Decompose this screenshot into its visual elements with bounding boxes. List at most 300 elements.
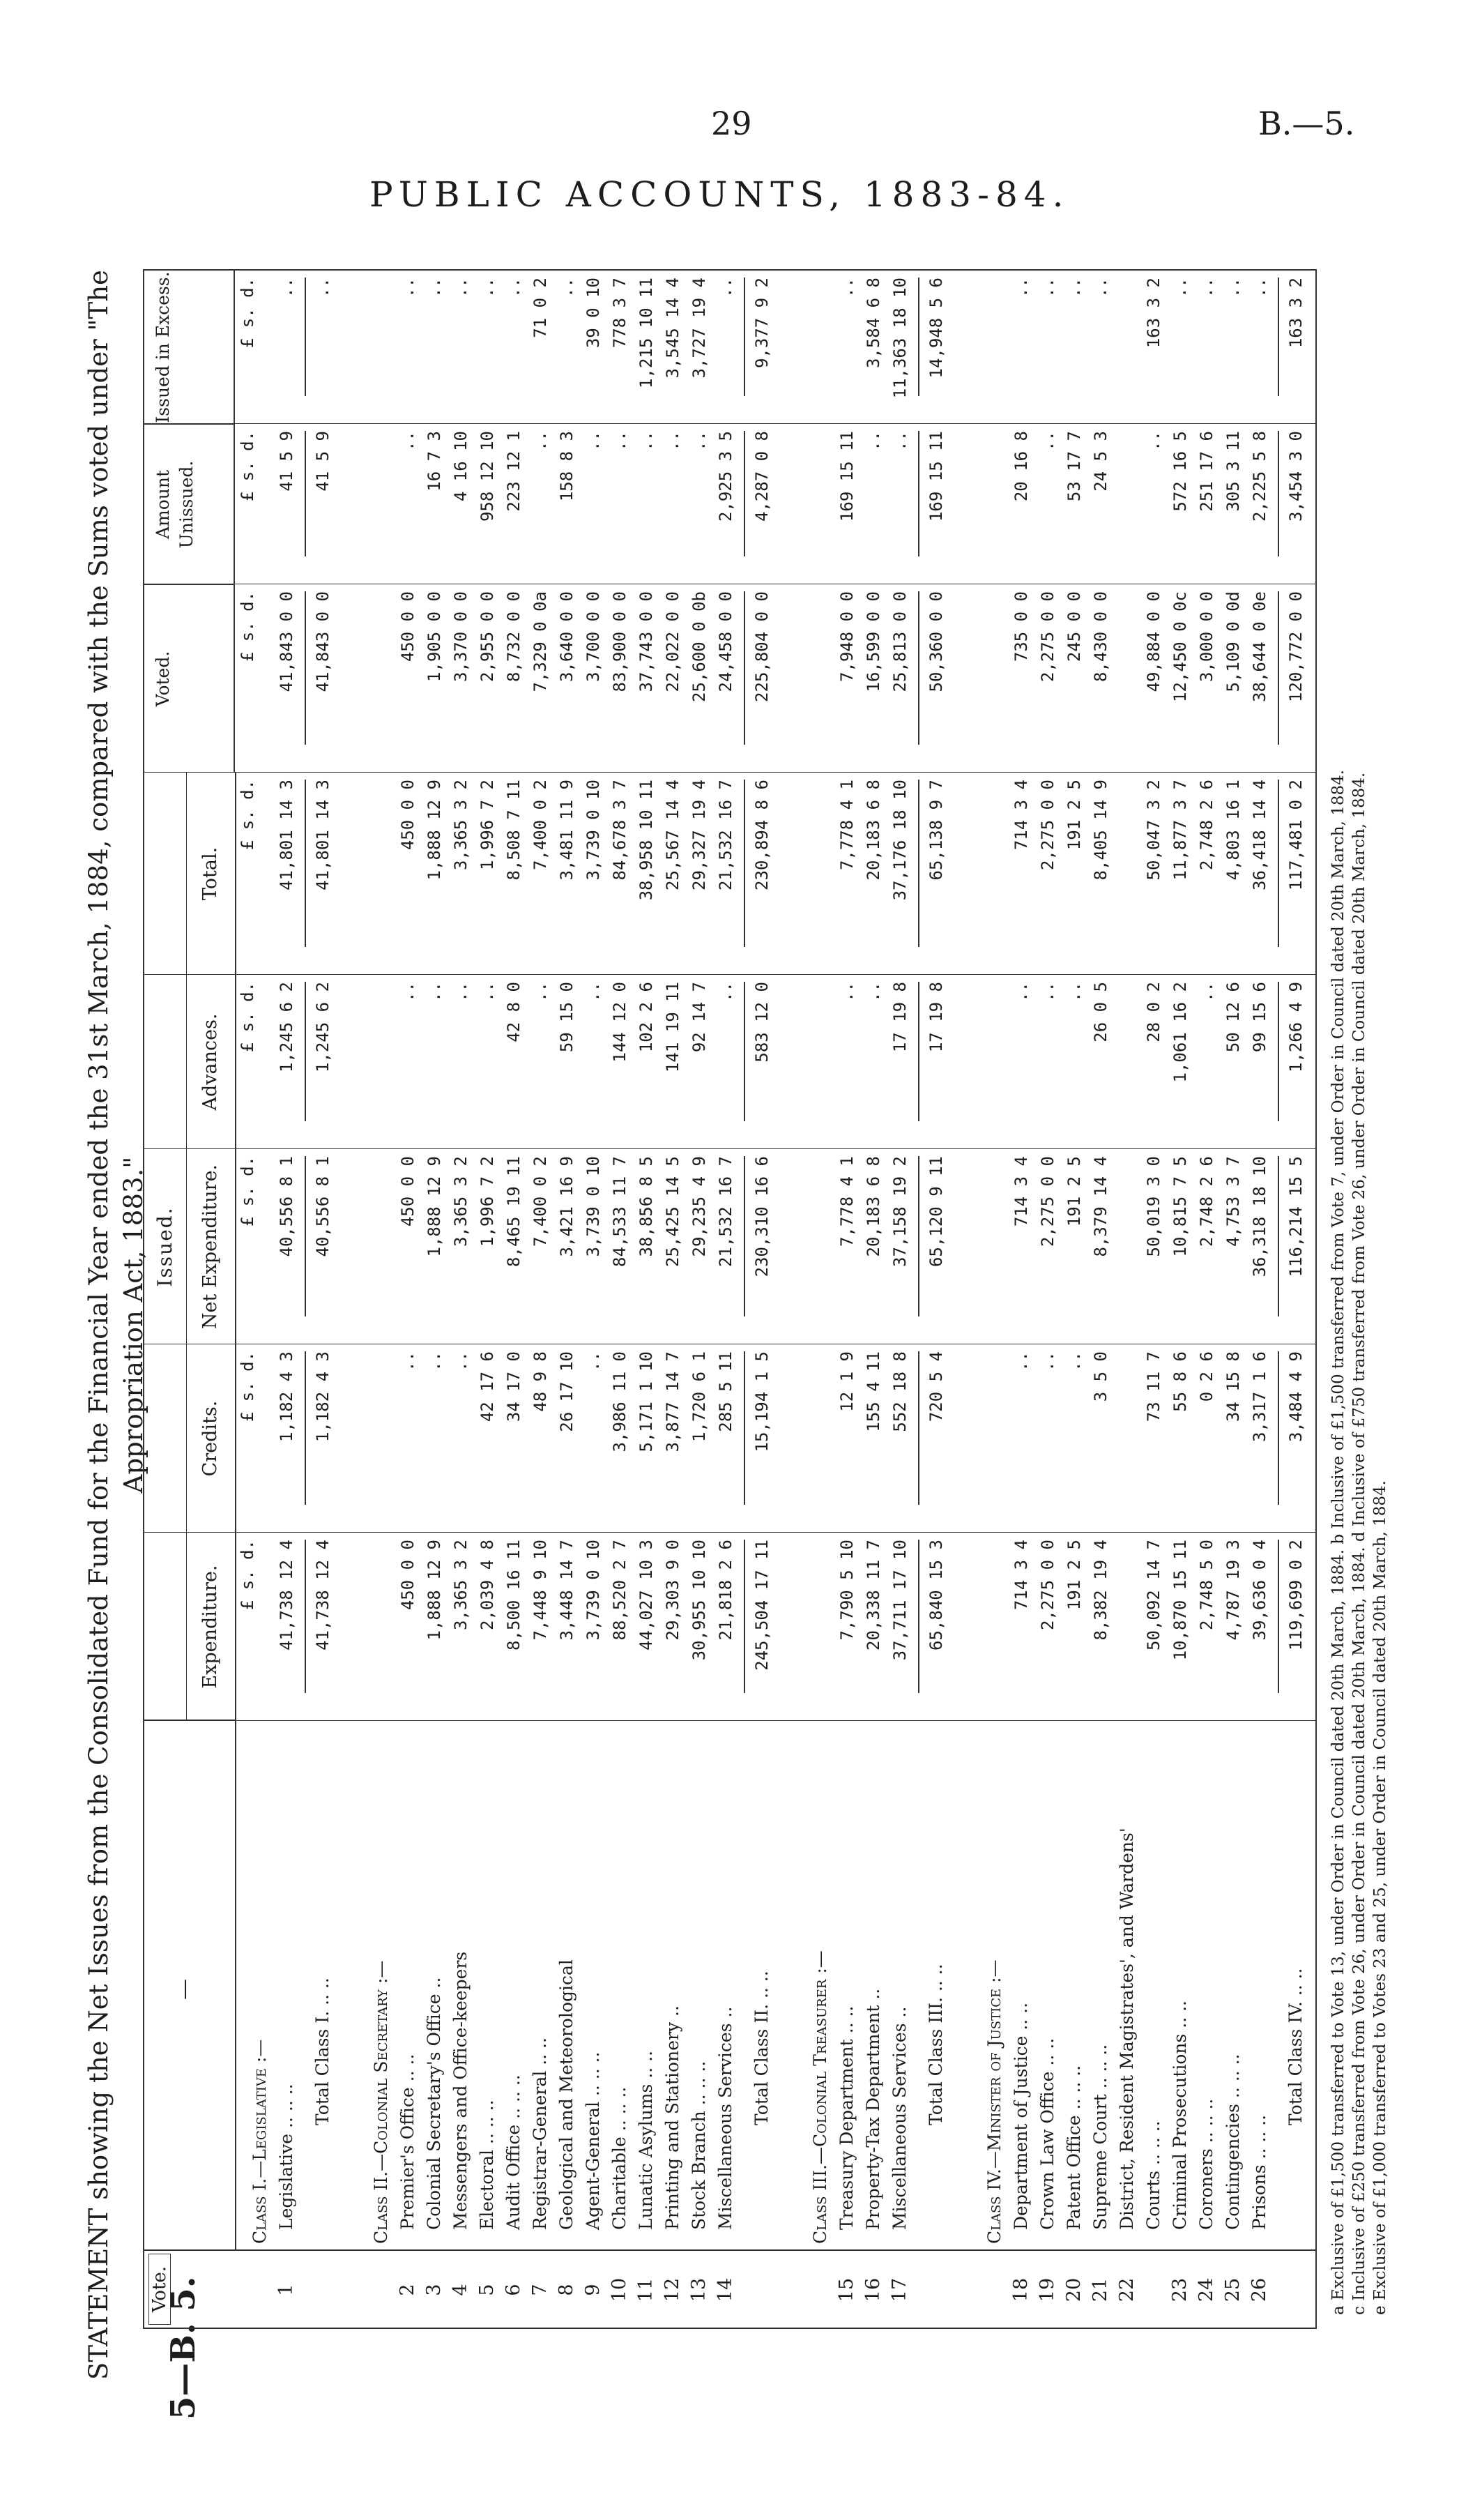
vote-number: 10 (609, 2277, 630, 2302)
amount-cell: 41,843 0 0 (277, 591, 296, 692)
vote-number: 22 (1116, 2277, 1138, 2302)
amount-cell: 572 16 5 (1170, 431, 1190, 512)
total-rule (744, 1540, 745, 1693)
amount-cell: 2,275 0 0 (1038, 591, 1057, 683)
amount-cell: 3,454 3 0 (1286, 431, 1306, 522)
total-rule (918, 1156, 919, 1316)
amount-cell: .. (610, 431, 629, 451)
credits-header: Credits. (186, 1344, 236, 1533)
amount-cell: 2,955 0 0 (478, 591, 497, 683)
amount-cell: 141 19 11 (663, 982, 682, 1073)
currency-label: £ s. d. (238, 982, 257, 1053)
table-row (1037, 180, 1059, 2328)
amount-cell: 2,275 0 0 (1038, 780, 1057, 871)
amount-cell: 12 1 9 (837, 1351, 857, 1412)
total-rule (918, 278, 919, 396)
amount-cell: 7,948 0 0 (837, 591, 857, 683)
amount-cell: 12,450 0 0c (1170, 591, 1190, 702)
amount-cell: .. (504, 278, 524, 298)
amount-cell: 2,039 4 8 (478, 1540, 497, 1631)
item-description: Class IV.—Minister of Justice :— (984, 1959, 1004, 2244)
item-description: Total Class IV. .. .. (1285, 1968, 1306, 2125)
amount-cell: 117,481 0 2 (1286, 780, 1306, 890)
footnotes (1328, 293, 1391, 2315)
amount-cell: 29,235 4 9 (689, 1156, 709, 1257)
item-description: Criminal Prosecutions .. .. (1170, 2001, 1190, 2230)
item-description: Supreme Court .. .. .. (1090, 2044, 1110, 2230)
total-rule (1278, 431, 1279, 556)
vote-number: 6 (503, 2284, 524, 2296)
amount-cell: 3,448 14 7 (557, 1540, 576, 1641)
amount-cell: 450 0 0 (398, 591, 418, 662)
amount-cell: 30,955 10 10 (689, 1540, 709, 1661)
amount-cell: 21,532 16 7 (716, 780, 735, 890)
total-row (751, 180, 773, 2328)
item-description: Stock Branch .. .. .. (689, 2060, 709, 2230)
amount-cell: 37,158 19 2 (890, 1156, 910, 1267)
advances-header: Advances. (186, 974, 236, 1149)
amount-cell: .. (636, 431, 656, 451)
vote-number: 23 (1169, 2277, 1191, 2302)
amount-cell: 450 0 0 (398, 1540, 418, 1611)
amount-cell: 102 2 6 (636, 982, 656, 1053)
amount-cell: .. (583, 982, 603, 1002)
amount-cell: 11,363 18 10 (890, 278, 910, 399)
amount-cell: 34 15 8 (1223, 1351, 1243, 1422)
total-rule (305, 1156, 306, 1316)
amount-cell: 7,329 0 0a (530, 591, 550, 692)
amount-cell: 37,176 18 10 (890, 780, 910, 901)
table-row (635, 180, 657, 2328)
item-description: Agent-General .. .. .. (583, 2051, 603, 2230)
amount-cell: 1,905 0 0 (425, 591, 444, 683)
amount-cell: 28 0 2 (1144, 982, 1163, 1042)
amount-cell: 50,019 3 0 (1144, 1156, 1163, 1257)
item-description: Crown Law Office .. .. (1037, 2037, 1057, 2230)
total-rule (1278, 1540, 1279, 1693)
total-rule (918, 431, 919, 556)
amount-cell: .. (1197, 982, 1216, 1002)
amount-cell: 50,047 3 2 (1144, 780, 1163, 881)
rotated-table-area (84, 244, 1446, 2420)
amount-cell: 84,533 11 7 (610, 1156, 629, 1267)
amount-cell: 41 5 9 (313, 431, 333, 492)
amount-cell: 83,900 0 0 (610, 591, 629, 692)
amount-cell: 38,644 0 0e (1250, 591, 1269, 702)
amount-cell: .. (1038, 431, 1057, 451)
currency-label: £ s. d. (238, 278, 257, 349)
amount-cell: 8,500 16 11 (504, 1540, 524, 1650)
amount-cell: 8,508 7 11 (504, 780, 524, 881)
amount-cell: 1,245 6 2 (313, 982, 333, 1073)
vote-number: 5 (476, 2284, 498, 2296)
amount-cell: 583 12 0 (752, 982, 772, 1063)
amount-cell: 116,214 15 5 (1286, 1156, 1306, 1277)
amount-cell: 158 8 3 (557, 431, 576, 502)
item-description: Total Class II. .. .. (751, 1971, 772, 2125)
table-row (529, 180, 551, 2328)
vote-number: 24 (1195, 2277, 1217, 2302)
amount-cell: 88,520 2 7 (610, 1540, 629, 1641)
amount-cell: 2,275 0 0 (1038, 1156, 1057, 1247)
amount-cell: 735 0 0 (1011, 591, 1031, 662)
amount-cell: 41,801 14 3 (277, 780, 296, 890)
total-rule (744, 591, 745, 745)
table-row (715, 180, 737, 2328)
amount-cell: 34 17 0 (504, 1351, 524, 1422)
amount-cell: 48 9 8 (530, 1351, 550, 1412)
vote-number: 20 (1063, 2277, 1085, 2302)
amount-cell: 8,382 19 4 (1091, 1540, 1110, 1641)
total-rule (305, 278, 306, 396)
amount-cell: 7,790 5 10 (837, 1540, 857, 1641)
amount-cell: 8,732 0 0 (504, 591, 524, 683)
amount-cell: 3,481 11 9 (557, 780, 576, 881)
amount-cell: 10,815 7 5 (1170, 1156, 1190, 1257)
total-rule (918, 780, 919, 947)
amount-cell: 714 3 4 (1011, 1540, 1031, 1611)
amount-cell: 169 15 11 (926, 431, 946, 522)
total-rule (744, 1351, 745, 1505)
item-description: Charitable .. .. .. (609, 2086, 629, 2230)
amount-cell: 59 15 0 (557, 982, 576, 1053)
amount-cell: 20,183 6 8 (864, 780, 883, 881)
amount-cell: 120,772 0 0 (1286, 591, 1306, 702)
amount-cell: .. (277, 278, 296, 298)
amount-cell: 450 0 0 (398, 1156, 418, 1227)
amount-cell: 3,739 0 10 (583, 1156, 603, 1257)
total-rule (744, 982, 745, 1121)
amount-cell: 10,870 15 11 (1170, 1540, 1190, 1661)
amount-cell: 1,182 4 3 (313, 1351, 333, 1443)
footnote-line: a Exclusive of £1,500 transferred to Vote 13, under Order in Council dated 20th March, 1884. b Inclusive of £1,500 transferred from Vote 7, under Order in Council dated 20th March, 1884. (1329, 769, 1347, 2315)
total-rule (918, 1351, 919, 1505)
currency-label: £ s. d. (238, 1540, 257, 1611)
table-row (688, 180, 710, 2328)
amount-cell: 41,843 0 0 (313, 591, 333, 692)
amount-cell: .. (1170, 278, 1190, 298)
item-description: Geological and Meteorological (556, 1959, 576, 2230)
amount-cell: 3,986 11 0 (610, 1351, 629, 1452)
amount-cell: 245 0 0 (1064, 591, 1084, 662)
amount-cell: 17 19 8 (890, 982, 910, 1053)
amount-cell: 230,894 8 6 (752, 780, 772, 890)
vote-header: Vote. (148, 2254, 171, 2325)
amount-cell: 25,567 14 4 (663, 780, 682, 890)
amount-cell: .. (1038, 278, 1057, 298)
class-heading-row (809, 180, 832, 2328)
table-row (450, 180, 472, 2328)
amount-cell: 1,245 6 2 (277, 982, 296, 1073)
amount-cell: 99 15 6 (1250, 982, 1269, 1053)
amount-cell: .. (478, 982, 497, 1002)
amount-cell: .. (716, 278, 735, 298)
amount-cell: 24,458 0 0 (716, 591, 735, 692)
amount-cell: .. (663, 431, 682, 451)
amount-cell: .. (451, 1351, 471, 1372)
amount-cell: 84,678 3 7 (610, 780, 629, 881)
statement-heading: STATEMENT showing the Net Issues from the Consolidated Fund for the Financial Year ended the 31st March, 1884, compared with the Sums voted under "The Appropriation Act, 1883." (84, 270, 148, 2380)
amount-cell: .. (583, 431, 603, 451)
vote-number: 18 (1010, 2277, 1032, 2302)
item-description: Class I.—Legislative :— (250, 2039, 270, 2244)
amount-cell: .. (313, 278, 333, 298)
amount-cell: 25,600 0 0b (689, 591, 709, 702)
document-reference: B.—5. (1258, 105, 1355, 142)
amount-cell: 285 5 11 (716, 1351, 735, 1432)
amount-cell: .. (530, 431, 550, 451)
vote-number: 12 (662, 2277, 683, 2302)
footnote-line: e Exclusive of £1,000 transferred to Votes 23 and 25, under Order in Council dated 20th March, 1884. (1371, 1480, 1389, 2315)
item-description: District, Resident Magistrates', and Wardens' (1117, 1828, 1137, 2230)
total-rule (918, 1540, 919, 1693)
amount-cell: 1,996 7 2 (478, 780, 497, 871)
item-description: Lunatic Asylums .. .. (636, 2050, 656, 2230)
amount-cell: .. (689, 431, 709, 451)
total-rule (1278, 591, 1279, 745)
vote-number: 1 (275, 2284, 297, 2296)
amount-cell: 21,532 16 7 (716, 1156, 735, 1267)
amount-cell: .. (1064, 982, 1084, 1002)
amount-cell: 251 17 6 (1197, 431, 1216, 512)
amount-cell: 5,109 0 0d (1223, 591, 1243, 692)
currency-label: £ s. d. (238, 780, 257, 851)
amount-cell: 7,778 4 1 (837, 780, 857, 871)
amount-cell: 29,327 19 4 (689, 780, 709, 890)
amount-cell: 16,599 0 0 (864, 591, 883, 692)
item-description: Electoral .. .. .. (477, 2100, 497, 2230)
footnote-line: c Inclusive of £250 transferred from Vote 26, under Order in Council dated 20th March, 1884. d Inclusive of £750 transferred from Vote 26, under Order in Council dated 20th March, 1884. (1350, 772, 1368, 2315)
table-row (582, 180, 604, 2328)
amount-cell: 1,888 12 9 (425, 1156, 444, 1257)
amount-cell: 25,813 0 0 (890, 591, 910, 692)
amount-cell: .. (451, 278, 471, 298)
amount-cell: 73 11 7 (1144, 1351, 1163, 1422)
total-rule (305, 1351, 306, 1505)
amount-cell: 11,877 3 7 (1170, 780, 1190, 881)
amount-cell: 21,818 2 6 (716, 1540, 735, 1641)
currency-label: £ s. d. (238, 1156, 257, 1227)
amount-cell: 15,194 1 5 (752, 1351, 772, 1452)
amount-cell: 7,400 0 2 (530, 780, 550, 871)
amount-cell: 8,430 0 0 (1091, 591, 1110, 683)
total-rule (744, 278, 745, 396)
total-rule (744, 431, 745, 556)
voted-header: Voted. (144, 584, 235, 773)
amount-cell: 92 14 7 (689, 982, 709, 1053)
amount-cell: 1,061 16 2 (1170, 982, 1190, 1083)
amount-cell: .. (451, 982, 471, 1002)
amount-cell: 8,465 19 11 (504, 1156, 524, 1267)
amount-cell: 39 0 10 (583, 278, 603, 349)
description-header: — (144, 1720, 236, 2251)
total-rule (1278, 1351, 1279, 1505)
total-rule (305, 1540, 306, 1693)
amount-cell: 41 5 9 (277, 431, 296, 492)
amount-cell: 223 12 1 (504, 431, 524, 512)
amount-cell: .. (1011, 982, 1031, 1002)
table-row (889, 180, 911, 2328)
item-description: Patent Office .. .. .. (1064, 2065, 1084, 2230)
amount-cell: 42 17 6 (478, 1351, 497, 1422)
item-description: Prisons .. .. .. (1249, 2114, 1269, 2230)
amount-cell: .. (398, 1351, 418, 1372)
amount-cell: 20,183 6 8 (864, 1156, 883, 1257)
amount-cell: 3,370 0 0 (451, 591, 471, 683)
amount-cell: .. (864, 431, 883, 451)
vote-number: 15 (836, 2277, 857, 2302)
table-row (275, 180, 298, 2328)
total-row (1285, 180, 1307, 2328)
amount-cell: 36,418 14 4 (1250, 780, 1269, 890)
amount-cell: .. (425, 982, 444, 1002)
page-number: 29 (711, 105, 752, 142)
table-row (1195, 180, 1218, 2328)
amount-cell: 450 0 0 (398, 780, 418, 851)
amount-cell: 163 3 2 (1144, 278, 1163, 349)
item-description: Miscellaneous Services .. (889, 2006, 910, 2230)
vote-number: 16 (862, 2277, 884, 2302)
amount-cell: 7,778 4 1 (837, 1156, 857, 1247)
amount-cell: 41,801 14 3 (313, 780, 333, 890)
amount-cell: 71 0 2 (530, 278, 550, 338)
amount-cell: 4,803 16 1 (1223, 780, 1243, 881)
amount-cell: .. (398, 431, 418, 451)
amount-cell: 40,556 8 1 (277, 1156, 296, 1257)
table-row (1010, 180, 1032, 2328)
table-row (1143, 180, 1165, 2328)
amount-cell: 3,877 14 7 (663, 1351, 682, 1452)
net-expenditure-header: Net Expenditure. (186, 1148, 236, 1344)
vote-number: 9 (582, 2284, 604, 2296)
amount-cell: 29,303 9 0 (663, 1540, 682, 1641)
amount-cell: 9,377 9 2 (752, 278, 772, 369)
amount-cell: 8,405 14 9 (1091, 780, 1110, 881)
table-row (662, 180, 684, 2328)
amount-cell: 1,266 4 9 (1286, 982, 1306, 1073)
amount-cell: 714 3 4 (1011, 1156, 1031, 1227)
amount-cell: 65,840 15 3 (926, 1540, 946, 1650)
amount-cell: 14,948 5 6 (926, 278, 946, 379)
amount-cell: 65,138 9 7 (926, 780, 946, 881)
amount-cell: .. (890, 431, 910, 451)
amount-cell: 36,318 18 10 (1250, 1156, 1269, 1277)
amount-cell: 1,215 10 11 (636, 278, 656, 388)
amount-cell: 245,504 17 11 (752, 1540, 772, 1671)
vote-number: 19 (1037, 2277, 1058, 2302)
table-row (423, 180, 445, 2328)
amount-cell: 3,739 0 10 (583, 1540, 603, 1641)
table-row (862, 180, 885, 2328)
amount-cell: 155 4 11 (864, 1351, 883, 1432)
amount-cell: 1,888 12 9 (425, 780, 444, 881)
vote-number: 14 (715, 2277, 736, 2302)
amount-cell: 3,000 0 0 (1197, 591, 1216, 683)
amount-cell: .. (425, 278, 444, 298)
page-title: PUBLIC ACCOUNTS, 1883-84. (369, 174, 1070, 215)
vote-number: 11 (635, 2277, 657, 2302)
table-row (476, 180, 498, 2328)
amount-cell: .. (1038, 982, 1057, 1002)
amount-cell: .. (1091, 278, 1110, 298)
amount-cell: 7,400 0 2 (530, 1156, 550, 1247)
vote-number: 3 (423, 2284, 445, 2296)
vote-number: 7 (529, 2284, 551, 2296)
amount-cell: 40,556 8 1 (313, 1156, 333, 1257)
table-row (556, 180, 578, 2328)
table-row (1116, 180, 1138, 2328)
amount-cell: 3,739 0 10 (583, 780, 603, 881)
item-description: Miscellaneous Services .. (715, 2006, 735, 2230)
amount-cell: 3,365 3 2 (451, 1540, 471, 1631)
total-rule (305, 982, 306, 1121)
amount-cell: 1,720 6 1 (689, 1351, 709, 1443)
amount-cell: 4,287 0 8 (752, 431, 772, 522)
amount-cell: 50,092 14 7 (1144, 1540, 1163, 1650)
bottom-reference: 5—B. 5. (164, 2276, 203, 2420)
vote-number: 4 (450, 2284, 471, 2296)
amount-cell: 163 3 2 (1286, 278, 1306, 349)
amount-cell: 37,711 17 10 (890, 1540, 910, 1661)
item-description: Colonial Secretary's Office .. (424, 1977, 444, 2230)
amount-cell: 50 12 6 (1223, 982, 1243, 1053)
amount-cell: .. (398, 278, 418, 298)
amount-cell: 41,738 12 4 (277, 1540, 296, 1650)
item-description: Department of Justice .. .. (1011, 2002, 1031, 2230)
amount-cell: 720 5 4 (926, 1351, 946, 1422)
amount-cell: 144 12 0 (610, 982, 629, 1063)
total-rule (918, 591, 919, 745)
amount-cell: 3,365 3 2 (451, 780, 471, 871)
currency-label: £ s. d. (238, 591, 257, 662)
amount-cell: .. (1223, 278, 1243, 298)
amount-cell: .. (1038, 1351, 1057, 1372)
item-description: Premier's Office .. .. (397, 2054, 418, 2230)
amount-cell: .. (478, 278, 497, 298)
amount-cell: .. (1064, 1351, 1084, 1372)
amount-cell: 4,787 19 3 (1223, 1540, 1243, 1641)
amount-cell: 191 2 5 (1064, 1156, 1084, 1227)
item-description: Property-Tax Department .. (863, 1988, 883, 2230)
amount-cell: 2,748 5 0 (1197, 1540, 1216, 1631)
item-description: Printing and Stationery .. (662, 2005, 682, 2230)
total-rule (918, 982, 919, 1121)
amount-cell: 38,958 10 11 (636, 780, 656, 901)
table-row (1063, 180, 1085, 2328)
amount-cell: .. (425, 1351, 444, 1372)
total-rule (744, 780, 745, 947)
amount-cell: 41,738 12 4 (313, 1540, 333, 1650)
amount-cell: 26 0 5 (1091, 982, 1110, 1042)
amount-cell: 3,365 3 2 (451, 1156, 471, 1247)
unissued-header: Amount Unissued. (144, 424, 235, 584)
currency-label: £ s. d. (238, 431, 257, 502)
amount-cell: .. (837, 982, 857, 1002)
amount-cell: 17 19 8 (926, 982, 946, 1053)
table-row (836, 180, 858, 2328)
amount-cell: 3,640 0 0 (557, 591, 576, 683)
vote-number: 2 (397, 2284, 418, 2296)
amount-cell: .. (716, 982, 735, 1002)
amount-cell: 552 18 8 (890, 1351, 910, 1432)
amount-cell: 3,484 4 9 (1286, 1351, 1306, 1443)
vote-number: 17 (889, 2277, 910, 2302)
amount-cell: 26 17 10 (557, 1351, 576, 1432)
item-description: Treasury Department .. .. (837, 2005, 857, 2230)
amount-cell: 50,360 0 0 (926, 591, 946, 692)
amount-cell: 3,727 19 4 (689, 278, 709, 379)
amount-cell: 4,753 3 7 (1223, 1156, 1243, 1247)
